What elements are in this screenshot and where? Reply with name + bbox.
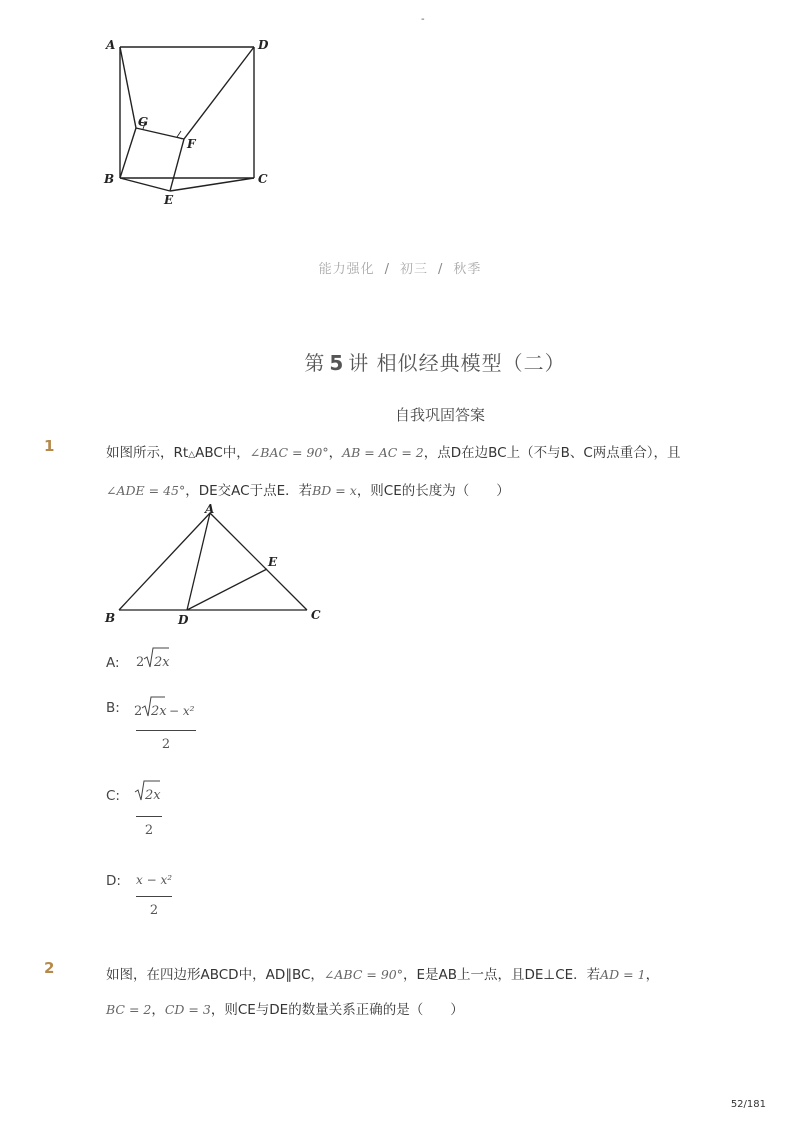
q1-text: ABC中， <box>195 445 250 461</box>
lecture-title-prefix: 第 <box>304 351 326 375</box>
fraction-bar <box>136 896 172 897</box>
option-b-denominator: 2 <box>161 737 171 752</box>
option-c-numerator <box>134 776 164 804</box>
q1-text: ，点D在边BC上（不与B、C两点重合），且 <box>423 445 681 461</box>
option-c-expression[interactable] <box>136 776 162 838</box>
lecture-title <box>0 347 800 376</box>
option-d-label[interactable]: D: <box>106 873 121 889</box>
q1-math: BD = x <box>312 483 357 498</box>
segment-DF <box>184 47 254 139</box>
lecture-number: 5 <box>329 351 345 375</box>
segment-AG <box>120 47 136 128</box>
label-A: A <box>106 38 116 52</box>
segment-BE <box>120 178 170 191</box>
option-d-numerator: x − x² <box>136 873 173 887</box>
option-a-coef: 2 <box>136 655 145 670</box>
header-sep: / <box>438 262 444 277</box>
top-mark: - <box>421 14 425 25</box>
q1-math: ∠ADE = 45° <box>106 483 186 498</box>
q2-text: ，E是AB上一点，且DE⊥CE．若 <box>402 967 601 983</box>
label-D: D <box>178 613 189 627</box>
option-c-radicand: 2x <box>145 788 161 803</box>
q1-text: ， <box>328 445 343 461</box>
header-sep: / <box>384 262 390 277</box>
q1-text: ，DE交AC于点E．若 <box>185 483 313 499</box>
edge-AC <box>210 513 307 610</box>
option-b-numerator <box>134 692 200 720</box>
q2-math: CD = 3 <box>164 1002 211 1017</box>
segment-AD <box>187 513 210 610</box>
label-D: D <box>258 38 269 52</box>
question-2-line-2 <box>106 998 464 1018</box>
q1-text: ，则CE的长度为（ ） <box>356 483 510 499</box>
label-C: C <box>311 608 321 622</box>
lecture-title-suffix: 讲 相似经典模型（二） <box>348 351 566 375</box>
option-a-radicand: 2x <box>154 655 170 670</box>
option-a-label[interactable]: A: <box>106 655 120 671</box>
segment-DE <box>187 569 267 610</box>
option-b-radicand: 2x <box>151 704 167 719</box>
q2-text: ，则CE与DE的数量关系正确的是（ ） <box>210 1002 464 1018</box>
label-B: B <box>105 611 116 625</box>
label-B: B <box>104 172 115 186</box>
q2-text: ， <box>151 1002 165 1018</box>
course-header <box>0 258 800 277</box>
option-b-coef: 2 <box>134 704 143 719</box>
option-d-expression[interactable] <box>136 873 172 918</box>
label-C: C <box>258 172 268 186</box>
question-1-line-1 <box>106 441 681 461</box>
label-F: F <box>187 137 196 151</box>
q2-text: ， <box>645 967 660 983</box>
label-E: E <box>268 555 278 569</box>
option-a-formula <box>136 642 196 670</box>
triangle-figure <box>100 500 330 630</box>
segment-FE <box>170 139 184 191</box>
segment-GB <box>120 128 136 178</box>
question-2-line-1 <box>106 963 659 983</box>
q1-math: ∠BAC = 90° <box>249 445 329 460</box>
option-c-denominator: 2 <box>144 823 154 838</box>
q2-math: AD = 1 <box>600 967 646 982</box>
option-c-label[interactable]: C: <box>106 788 120 804</box>
course-header-part1: 能力强化 <box>318 262 375 277</box>
segment-EC <box>170 178 254 191</box>
q2-text: 如图，在四边形ABCD中，AD∥BC， <box>106 967 324 983</box>
course-header-part3: 秋季 <box>453 262 482 277</box>
q2-math: ∠ABC = 90° <box>323 967 403 982</box>
course-header-part2: 初三 <box>399 262 428 277</box>
label-A: A <box>205 502 215 516</box>
q1-math: AB = AC = 2 <box>342 445 424 460</box>
page-number: 52/181 <box>730 1099 766 1110</box>
fraction-bar <box>136 730 196 731</box>
option-b-label[interactable]: B: <box>106 700 120 716</box>
q2-math: BC = 2 <box>106 1002 152 1017</box>
option-d-denominator: 2 <box>149 903 159 918</box>
label-G: G <box>138 115 149 129</box>
edge-AB <box>119 513 210 610</box>
label-E: E <box>164 193 174 207</box>
question-1-number: 1 <box>44 437 55 455</box>
fraction-bar <box>136 816 162 817</box>
square-figure <box>96 32 286 212</box>
question-1-line-2 <box>106 479 510 499</box>
option-b-expression[interactable] <box>136 692 196 752</box>
option-a-expression[interactable] <box>136 642 196 674</box>
option-b-tail: − x² <box>169 704 195 718</box>
q1-text: 如图所示，Rt <box>106 445 189 461</box>
triangle-symbol: △ <box>188 450 196 460</box>
section-title: 自我巩固答案 <box>394 406 485 424</box>
question-2-number: 2 <box>44 959 55 977</box>
